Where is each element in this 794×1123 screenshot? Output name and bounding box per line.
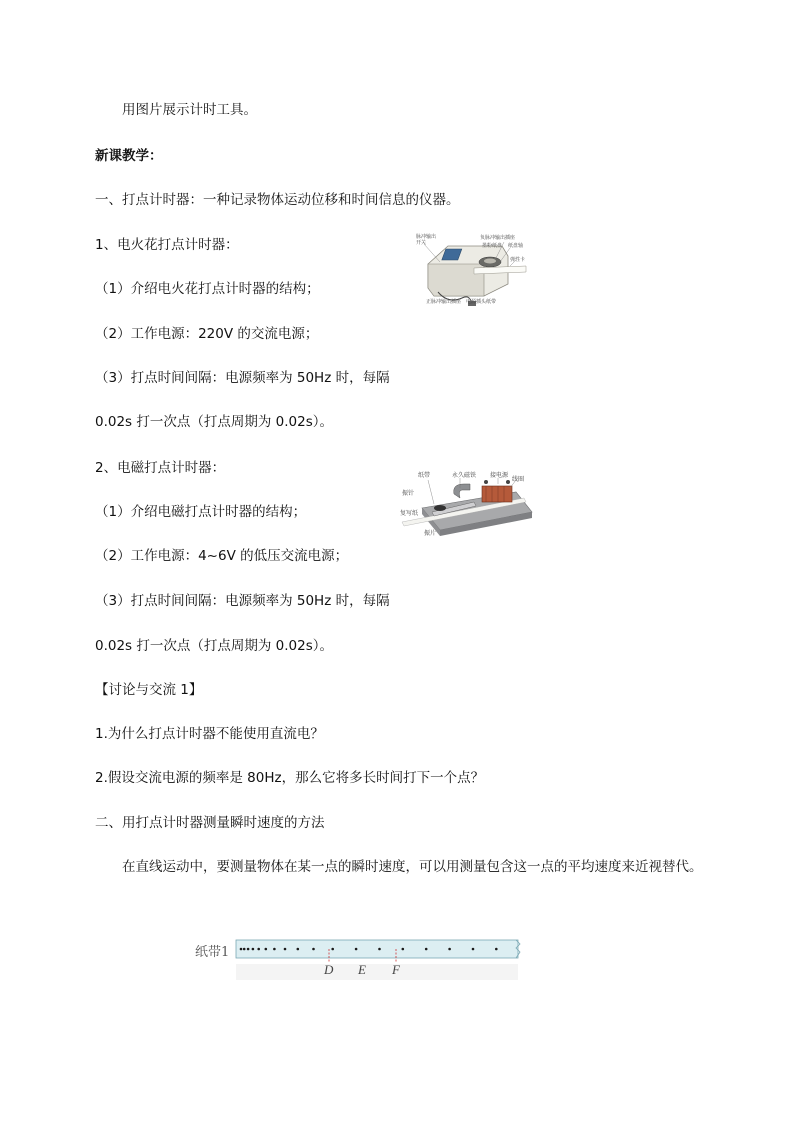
em-label-magnet: 永久磁铁 (452, 472, 477, 479)
tape-dot (355, 948, 358, 951)
section1-heading: 一、打点计时器：一种记录物体运动位移和时间信息的仪器。 (95, 192, 460, 208)
spark-timer-figure (418, 232, 530, 308)
question-2: 2.假设交流电源的频率是 80Hz，那么它将多长时间打下一个点？ (95, 770, 485, 786)
spark-label-toner-disk: 墨粉纸盘 (482, 243, 503, 249)
em-item-1: （1）介绍电磁打点计时器的结构； (95, 504, 307, 520)
tape-label: 纸带1 (195, 945, 230, 960)
spark-label-pulse-switch: 脉冲输出开关 (416, 234, 437, 246)
spark-label-neg-socket: 负脉冲输出插座 (480, 235, 516, 241)
tape-dot (247, 948, 250, 951)
tape-dot (312, 948, 315, 951)
tape-dot (378, 948, 381, 951)
em-label-tape: 纸带 (418, 472, 431, 479)
spark-item-1: （1）介绍电火花打点计时器的结构； (95, 281, 320, 297)
tape-dot (257, 948, 260, 951)
tape-dot (472, 948, 475, 951)
tape-dot (402, 948, 405, 951)
em-label-plate: 振片 (424, 530, 437, 537)
tape-dot (331, 948, 334, 951)
spark-label-clip: 弹性卡 (510, 257, 526, 263)
em-label-power: 接电源 (490, 472, 509, 479)
spark-item-3-cont: 0.02s 打一次点（打点周期为 0.02s）。 (95, 414, 334, 430)
em-label-coil: 线圈 (512, 476, 525, 483)
em-label-carbon-paper: 复写纸 (400, 510, 419, 517)
em-label-needle: 振针 (402, 490, 415, 497)
tape-dot (273, 948, 276, 951)
tape-dot (252, 948, 255, 951)
section2-heading: 二、用打点计时器测量瞬时速度的方法 (95, 815, 325, 831)
intro-text: 用图片展示计时工具。 (122, 102, 257, 118)
discussion-heading: 【讨论与交流 1】 (95, 682, 203, 698)
tape-dot (284, 948, 287, 951)
body-paragraph: 在直线运动中，要测量物体在某一点的瞬时速度，可以用测量包含这一点的平均速度来近视替代。 (122, 859, 703, 875)
tape-dot (240, 948, 243, 951)
em-item-3: （3）打点时间间隔：电源频率为 50Hz 时，每隔 (95, 593, 390, 609)
em-timer-figure (398, 468, 534, 538)
em-timer-title: 2、电磁打点计时器： (95, 460, 226, 476)
em-item-3-cont: 0.02s 打一次点（打点周期为 0.02s）。 (95, 638, 334, 654)
spark-label-disk-axle: 纸盘轴 (508, 243, 524, 249)
em-item-2: （2）工作电源：4~6V 的低压交流电源； (95, 548, 349, 564)
point-label-d: D (324, 962, 334, 977)
paper-tape-figure (192, 932, 532, 982)
tape-dot (425, 948, 428, 951)
tape-dot (243, 948, 246, 951)
new-lesson-heading: 新课教学： (95, 148, 163, 164)
spark-item-2: （2）工作电源：220V 的交流电源； (95, 326, 319, 342)
tape-dot (495, 948, 498, 951)
point-label-e: E (358, 962, 366, 977)
spark-timer-title: 1、电火花打点计时器： (95, 237, 239, 253)
tape-dot (297, 948, 300, 951)
tape-dot (448, 948, 451, 951)
spark-label-plug: 电源插头 (466, 299, 487, 305)
spark-label-pos-socket: 正脉冲输出插座 (426, 299, 462, 305)
question-1: 1.为什么打点计时器不能使用直流电？ (95, 726, 324, 742)
tape-dot (265, 948, 268, 951)
point-label-f: F (392, 962, 400, 977)
spark-label-tape: 纸带 (486, 299, 497, 305)
spark-item-3: （3）打点时间间隔：电源频率为 50Hz 时，每隔 (95, 370, 390, 386)
